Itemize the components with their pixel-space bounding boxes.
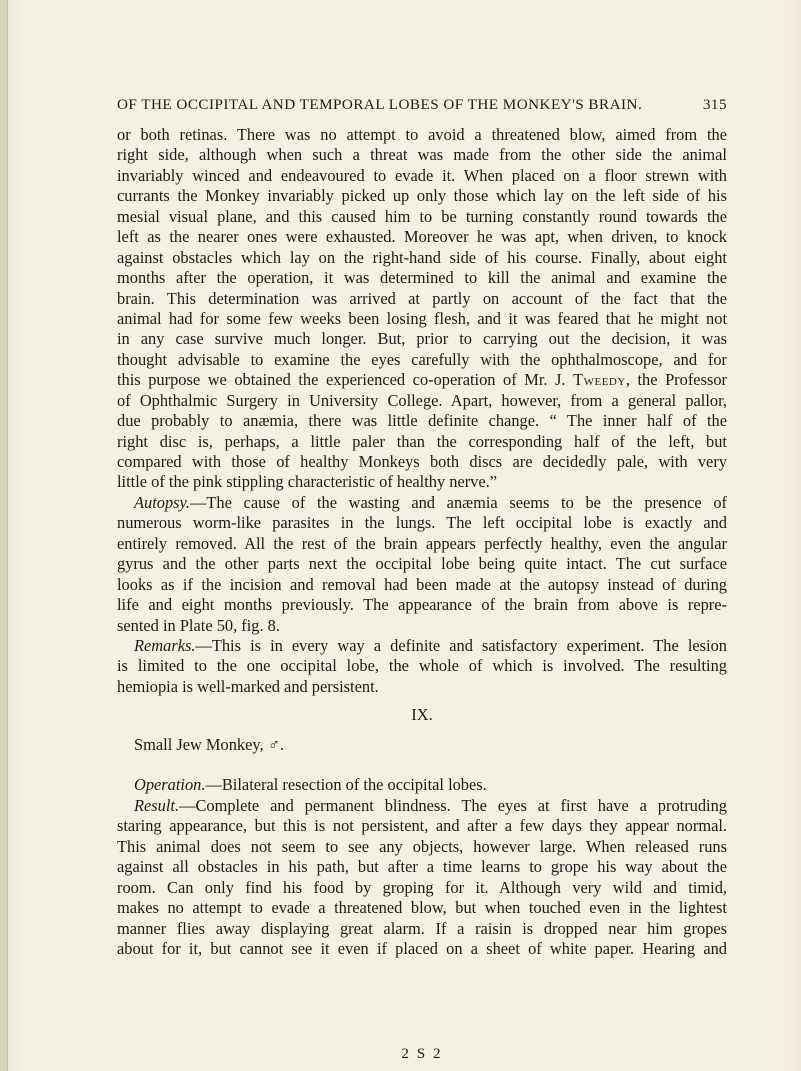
text-line: right side, although when such a threat was made from the other side the animal: [117, 145, 727, 165]
text-line: room. Can only find his food by groping for it. Although very wild and timid,: [117, 877, 727, 897]
running-head-title: OF THE OCCIPITAL AND TEMPORAL LOBES OF THE MONKEY'S BRAIN.: [117, 96, 643, 113]
text-line: against obstacles which lay on the right-hand side of his course. Finally, about eight: [117, 247, 727, 267]
text-line: compared with those of healthy Monkeys both discs are decidedly pale, with very: [117, 452, 727, 471]
section-spacing: [117, 755, 727, 775]
autopsy-label: Autopsy.: [134, 492, 190, 512]
text-line: makes no attempt to evade a threatened blow, but when touched even in the lightest: [117, 898, 727, 918]
surgeon-name: Tweedy: [573, 370, 626, 390]
page-binding-edge: [0, 0, 8, 1071]
text-line-with-name: [117, 370, 727, 390]
running-head: [117, 96, 727, 118]
text-line: about for it, but cannot see it even if placed on a sheet of white paper. Hearing and: [117, 938, 727, 958]
autopsy-text: —The cause of the wasting and anæmia seems to be the presence of: [190, 492, 727, 512]
text-line: right disc is, perhaps, a little paler than the corresponding half of the left, but: [117, 431, 727, 451]
result-label: Result.: [134, 795, 180, 815]
section-number: IX.: [411, 705, 433, 724]
result-text: —Complete and permanent blindness. The eyes at first have a protruding: [179, 795, 727, 815]
text-line: sented in Plate 50, fig. 8.: [117, 615, 280, 635]
text-line: animal had for some few weeks been losing flesh, and it was feared that he might not: [117, 308, 727, 328]
text-line: hemiopia is well-marked and persistent.: [117, 676, 379, 696]
text-line: brain. This determination was arrived at partly on account of the fact that the: [117, 288, 727, 308]
text-line: little of the pink stippling characteristic of healthy nerve.”: [117, 472, 498, 492]
text-line: life and eight months previously. The appearance of the brain from above is repre-: [117, 595, 727, 615]
text-line: in any case survive much longer. But, prior to carrying out the decision, it was: [117, 329, 727, 349]
text-line: looks as if the incision and removal had been made at the autopsy instead of during: [117, 574, 727, 594]
operation-label: Operation.: [134, 775, 206, 795]
text-line: mesial visual plane, and this caused him to be turning constantly round towards the: [117, 206, 727, 226]
main-text: [117, 125, 727, 697]
text-line: staring appearance, but this is not persistent, and after a few days they appear normal.: [117, 816, 727, 836]
printer-signature: 2 S 2: [401, 1045, 443, 1062]
text-line: entirely removed. All the rest of the brain appears perfectly healthy, even the angular: [117, 533, 727, 553]
text-line: against all obstacles in his path, but after a time learns to grope his way about the: [117, 857, 727, 877]
text-line: manner flies away displaying great alarm. If a raisin is dropped near him gropes: [117, 918, 727, 938]
text-line: or both retinas. There was no attempt to avoid a threatened blow, aimed from the: [117, 125, 727, 144]
remarks-text: —This is in every way a definite and satisfactory experiment. The lesion: [195, 635, 727, 655]
remarks-paragraph-start: [117, 636, 727, 656]
text-line: This animal does not seem to see any objects, however large. When released runs: [117, 836, 727, 856]
text-line: invariably winced and endeavoured to evade it. When placed on a floor strewn with: [117, 165, 727, 185]
text-line: of Ophthalmic Surgery in University College. Apart, however, from a general pallor,: [117, 390, 727, 410]
text-line: due probably to anæmia, there was little definite change. “ The inner half of the: [117, 411, 727, 431]
operation-text: —Bilateral resection of the occipital lobes.: [205, 775, 487, 795]
text-line: currants the Monkey invariably picked up only those which lay on the left side of his: [117, 186, 727, 206]
page-number: 315: [702, 96, 727, 113]
autopsy-paragraph-start: [117, 493, 727, 513]
text-line: months after the operation, it was determined to kill the animal and examine the: [117, 268, 727, 288]
text-line: is limited to the one occipital lobe, the whole of which is involved. The resulting: [117, 656, 727, 676]
text-line-segment: this purpose we obtained the experienced co-operation of Mr. J.: [117, 370, 566, 390]
text-line: gyrus and the other parts next the occipital lobe being quite intact. The cut surface: [117, 554, 727, 574]
operation-line: [117, 775, 727, 795]
section-ix: [117, 735, 727, 959]
text-line: thought advisable to examine the eyes carefully with the ophthalmoscope, and for: [117, 349, 727, 369]
section-subject: Small Jew Monkey, ♂.: [134, 735, 285, 754]
result-paragraph-start: [117, 796, 727, 816]
text-line: left as the nearer ones were exhausted. Moreover he was apt, when driven, to knock: [117, 227, 727, 247]
text-line-segment: , the Professor: [625, 370, 727, 390]
text-line: numerous worm-like parasites in the lungs. The left occipital lobe is exactly and: [117, 513, 727, 533]
remarks-label: Remarks.: [134, 635, 196, 655]
